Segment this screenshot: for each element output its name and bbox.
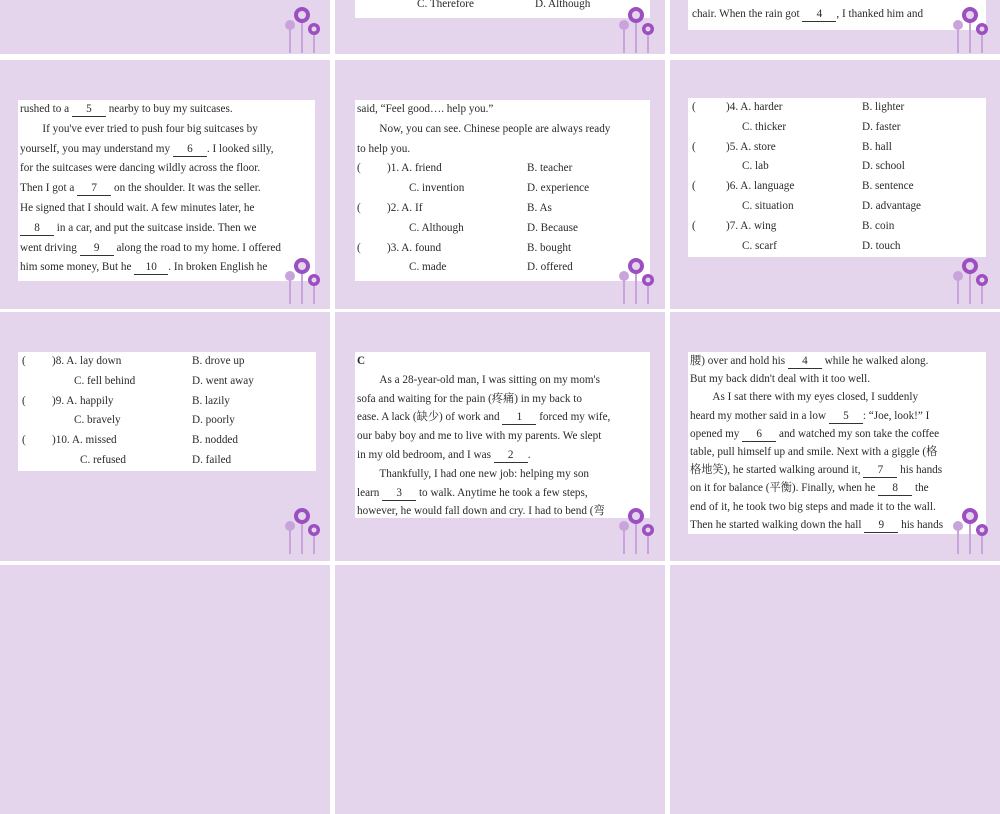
question-9 bbox=[22, 392, 312, 412]
question-2 bbox=[357, 199, 648, 219]
text: ease. A lack (缺少) of work and bbox=[357, 411, 500, 424]
text: and watched my son take the coffee bbox=[779, 427, 940, 440]
questions-card bbox=[688, 98, 986, 257]
blank-8: 8 bbox=[878, 481, 912, 496]
blank-10: 10 bbox=[134, 260, 168, 275]
flower-decoration-icon bbox=[278, 506, 328, 556]
text: on it for balance (平衡). Finally, when he bbox=[690, 482, 876, 495]
text: He signed that I should wait. A few minutes later, he bbox=[20, 201, 255, 214]
option-d: D. poorly bbox=[192, 414, 235, 427]
answer-paren[interactable]: ( bbox=[692, 101, 696, 113]
option-d: D. touch bbox=[862, 239, 901, 252]
option-a: )5. A. store bbox=[726, 140, 776, 153]
flower-decoration-icon bbox=[946, 506, 996, 556]
text: . I looked silly, bbox=[206, 142, 274, 155]
option-b: B. As bbox=[527, 201, 552, 214]
blank-5: 5 bbox=[72, 102, 106, 117]
text: while he walked along. bbox=[824, 355, 929, 367]
text: learn bbox=[357, 486, 380, 499]
passage-card bbox=[688, 352, 986, 534]
option-b: B. bought bbox=[527, 241, 572, 254]
flower-decoration-icon bbox=[946, 5, 996, 55]
option-d: D. went away bbox=[192, 374, 254, 387]
answer-paren[interactable]: ( bbox=[357, 162, 361, 175]
text: in a car, and put the suitcase inside. Then we bbox=[56, 221, 257, 234]
flower-decoration-icon bbox=[278, 256, 328, 306]
answer-paren[interactable]: ( bbox=[692, 140, 696, 153]
question-4 bbox=[692, 98, 982, 118]
text: him some money, But he bbox=[20, 261, 132, 274]
question-1 bbox=[357, 159, 648, 179]
text: our baby boy and me to live with my parents. We slept bbox=[357, 430, 602, 443]
option-c: C. made bbox=[409, 261, 447, 274]
answer-paren[interactable]: ( bbox=[357, 241, 361, 254]
question-8 bbox=[22, 352, 312, 372]
option-a: )6. A. language bbox=[726, 180, 795, 193]
text: But my back didn't deal with it too well. bbox=[690, 373, 871, 386]
answer-paren[interactable]: ( bbox=[357, 201, 361, 214]
blank-8: 8 bbox=[20, 221, 54, 236]
option-d: D. offered bbox=[527, 261, 573, 274]
text: . bbox=[527, 448, 531, 461]
flower-decoration-icon bbox=[946, 256, 996, 306]
text: Now, you can see. Chinese people are always ready bbox=[379, 122, 611, 135]
flower-decoration-icon bbox=[278, 5, 328, 55]
option-b: B. lighter bbox=[862, 101, 905, 113]
text: : “Joe, look!” I bbox=[862, 409, 930, 422]
text: yourself, you may understand my bbox=[20, 142, 171, 155]
option-a: )9. A. happily bbox=[52, 394, 114, 407]
blank-4: 4 bbox=[802, 7, 836, 22]
blank-9: 9 bbox=[80, 241, 114, 256]
option-b: B. teacher bbox=[527, 162, 573, 175]
text: , I thanked him and bbox=[836, 8, 924, 20]
text: however, he would fall down and cry. I had to bend (弯 bbox=[357, 505, 605, 518]
text: chair. When the rain got bbox=[692, 8, 800, 20]
text: said, “Feel good…. help you.” bbox=[357, 103, 494, 115]
option-b: B. sentence bbox=[862, 180, 914, 193]
text: heard my mother said in a low bbox=[690, 409, 827, 422]
text: 格地笑), he started walking around it, bbox=[690, 464, 861, 477]
text: his hands bbox=[901, 518, 944, 531]
blank-7: 7 bbox=[77, 181, 111, 196]
blank-5: 5 bbox=[829, 409, 863, 424]
text: the bbox=[914, 482, 929, 495]
text: his hands bbox=[900, 464, 943, 477]
flower-decoration-icon bbox=[612, 506, 662, 556]
text: As a 28-year-old man, I was sitting on my mom's bbox=[379, 373, 600, 386]
option-c: C. refused bbox=[80, 453, 126, 466]
flower-decoration-icon bbox=[612, 256, 662, 306]
text: end of it, he took two big steps and made it to the wall. bbox=[690, 500, 936, 513]
question-7 bbox=[692, 217, 982, 237]
text: rushed to a bbox=[20, 103, 70, 115]
blank-6: 6 bbox=[173, 142, 207, 157]
text: sofa and waiting for the pain (疼痛) in my back to bbox=[357, 392, 582, 405]
option-b: B. coin bbox=[862, 219, 895, 232]
blank-1: 1 bbox=[502, 410, 536, 425]
option-c: C. Therefore bbox=[417, 0, 474, 10]
option-b: B. hall bbox=[862, 140, 892, 153]
option-d: D. school bbox=[862, 160, 905, 173]
text: Then I got a bbox=[20, 182, 75, 195]
option-c: C. bravely bbox=[74, 414, 121, 427]
option-c: C. invention bbox=[409, 182, 465, 195]
text: opened my bbox=[690, 427, 740, 440]
text: went driving bbox=[20, 241, 77, 254]
option-b: B. lazily bbox=[192, 394, 230, 407]
option-b: B. drove up bbox=[192, 355, 245, 367]
option-a: )3. A. found bbox=[387, 241, 442, 254]
text: in my old bedroom, and I was bbox=[357, 448, 491, 461]
passage-card bbox=[18, 100, 315, 281]
text: . In broken English he bbox=[168, 261, 268, 274]
text: Then he started walking down the hall bbox=[690, 518, 862, 531]
option-c: C. fell behind bbox=[74, 374, 136, 387]
question-5 bbox=[692, 138, 982, 158]
option-d: D. faster bbox=[862, 120, 901, 133]
text: to walk. Anytime he took a few steps, bbox=[418, 486, 588, 499]
text: along the road to my home. I offered bbox=[116, 241, 281, 254]
text: If you've ever tried to push four big suitcases by bbox=[42, 122, 258, 135]
option-a: )2. A. If bbox=[387, 201, 423, 214]
option-c: C. situation bbox=[742, 199, 794, 212]
blank-7: 7 bbox=[863, 463, 897, 478]
option-c: C. lab bbox=[742, 160, 769, 173]
option-d: D. experience bbox=[527, 182, 590, 195]
option-c: C. scarf bbox=[742, 239, 777, 252]
option-c: C. thicker bbox=[742, 120, 787, 133]
answer-paren[interactable]: ( bbox=[692, 180, 696, 193]
option-a: )4. A. harder bbox=[726, 101, 783, 113]
passage-card bbox=[355, 352, 650, 518]
text: Thankfully, I had one new job: helping my son bbox=[379, 467, 590, 480]
passage-card bbox=[355, 100, 650, 281]
text: forced my wife, bbox=[539, 411, 611, 424]
option-a: )1. A. friend bbox=[387, 162, 442, 175]
blank-6: 6 bbox=[742, 427, 776, 442]
option-c: C. Although bbox=[409, 221, 464, 234]
slide-bottom-left bbox=[0, 565, 330, 814]
option-b: B. nodded bbox=[192, 434, 238, 447]
answer-paren[interactable]: ( bbox=[22, 434, 26, 447]
blank-9: 9 bbox=[864, 518, 898, 533]
section-heading: C bbox=[357, 355, 366, 367]
blank-3: 3 bbox=[382, 486, 416, 501]
text: table, pull himself up and smile. Next with a giggle (格 bbox=[690, 446, 938, 459]
answer-paren[interactable]: ( bbox=[22, 394, 26, 407]
blank-4: 4 bbox=[788, 354, 822, 369]
slide-bottom-middle bbox=[335, 565, 665, 814]
question-3 bbox=[357, 239, 648, 259]
option-d: D. failed bbox=[192, 453, 232, 466]
question-6 bbox=[692, 177, 982, 197]
option-d: D. Because bbox=[527, 221, 578, 234]
text: to help you. bbox=[357, 142, 411, 155]
text: for the suitcases were dancing wildly across the floor. bbox=[20, 162, 261, 175]
blank-2: 2 bbox=[494, 448, 528, 463]
answer-paren[interactable]: ( bbox=[22, 355, 26, 367]
option-a: )10. A. missed bbox=[52, 434, 117, 447]
question-10 bbox=[22, 431, 312, 451]
flower-decoration-icon bbox=[612, 5, 662, 55]
option-d: D. Although bbox=[535, 0, 591, 10]
top-right-card bbox=[688, 0, 986, 30]
option-a: )7. A. wing bbox=[726, 219, 777, 232]
option-d: D. advantage bbox=[862, 199, 922, 212]
text: on the shoulder. It was the seller. bbox=[113, 182, 261, 195]
option-a: )8. A. lay down bbox=[52, 355, 122, 367]
slide-bottom-right bbox=[670, 565, 1000, 814]
questions-card bbox=[18, 352, 316, 471]
top-middle-card bbox=[355, 0, 650, 18]
answer-paren[interactable]: ( bbox=[692, 219, 696, 232]
text: As I sat there with my eyes closed, I suddenly bbox=[712, 391, 919, 404]
text: nearby to buy my suitcases. bbox=[108, 103, 233, 115]
text: 腰) over and hold his bbox=[690, 355, 786, 367]
